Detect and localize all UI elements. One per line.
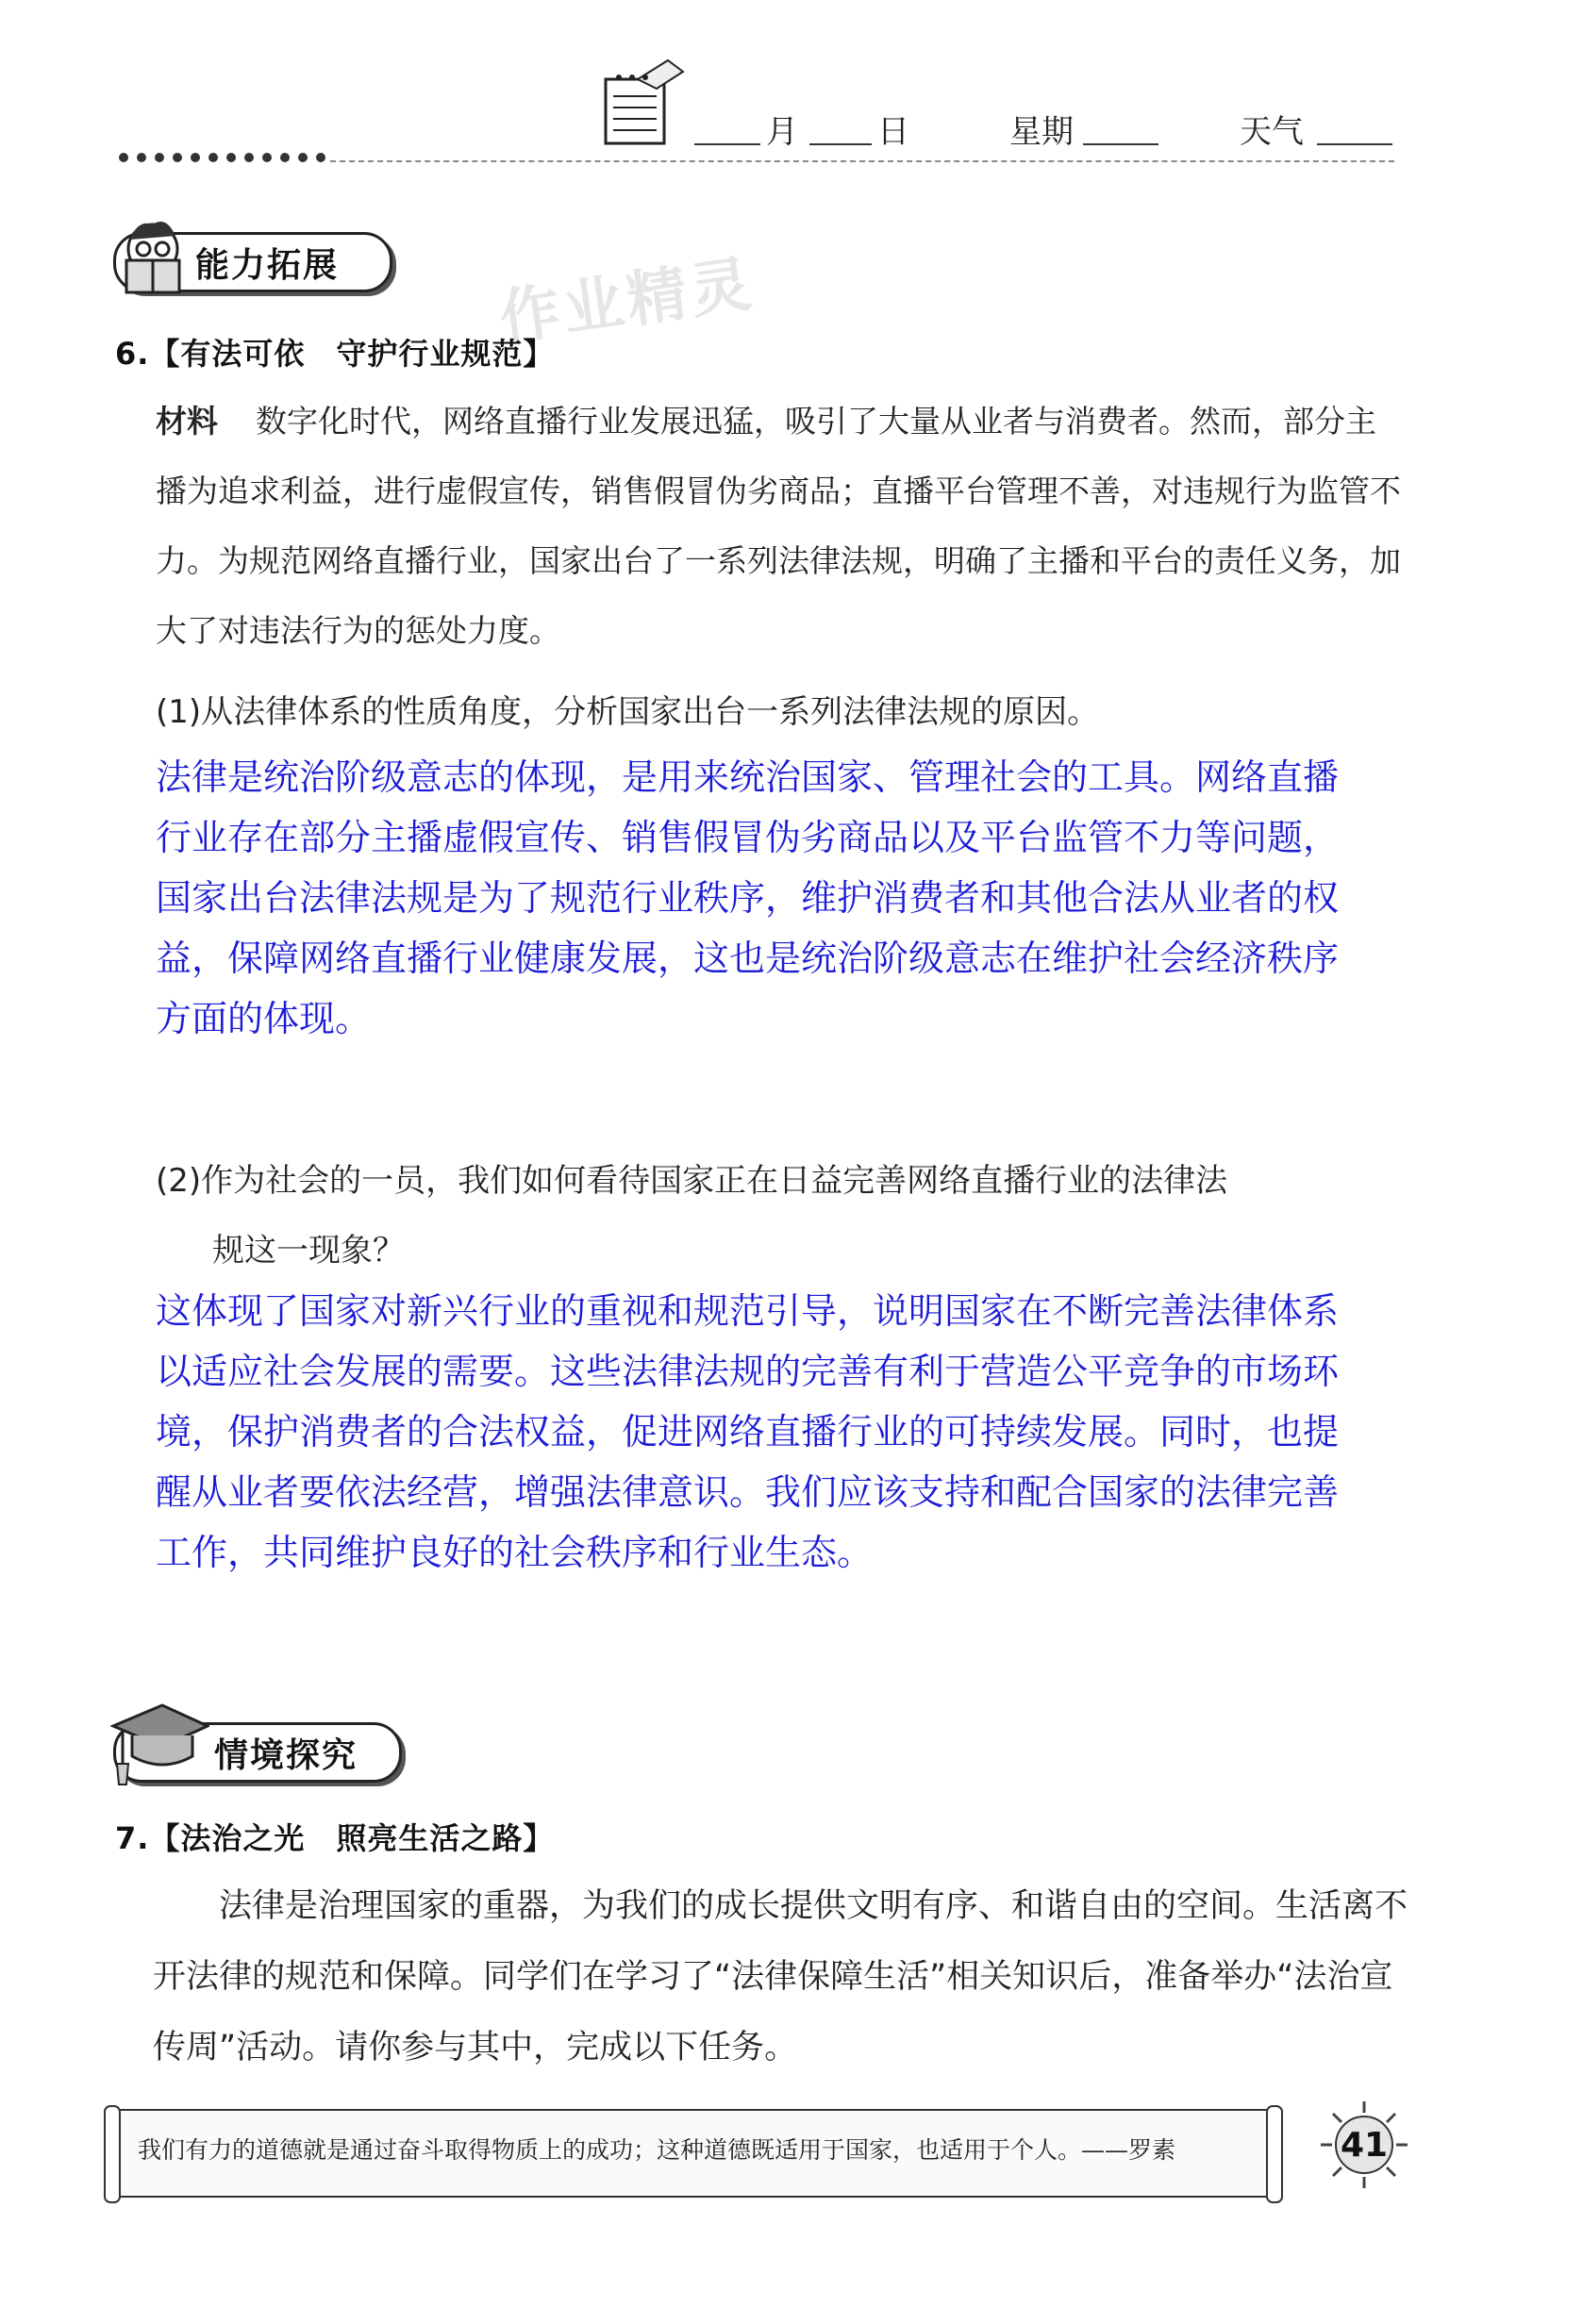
page-number: 41 bbox=[1340, 2126, 1389, 2165]
question-6-title: 6.【有法可依 守护行业规范】 bbox=[115, 336, 555, 372]
question-7-body: 法律是治理国家的重器，为我们的成长提供文明有序、和谐自由的空间。生活离不开法律的规范和保障。同学们在学习了“法律保障生活”相关知识后，准备举办“法治宣传周”活动。请你参与其中，完成以下任务。 bbox=[153, 1887, 1408, 2067]
question-6-2-line2: 规这一现象？ bbox=[212, 1232, 405, 1270]
material-lead: 材料 bbox=[156, 403, 218, 440]
page-number-badge bbox=[1317, 2098, 1411, 2192]
material-text: 数字化时代，网络直播行业发展迅猛，吸引了大量从业者与消费者。然而，部分主播为追求利益，进行虚假宣传，销售假冒伪劣商品；直播平台管理不善，对违规行为监管不力。为规范网络直播行业，国家出台了一系列法律法规，明确了主播和平台的责任义务，加大了对违法行为的惩处力度。 bbox=[156, 403, 1401, 649]
footer-quote: 我们有力的道德就是通过奋斗取得物质上的成功；这种道德既适用于国家，也适用于个人。——罗素 bbox=[138, 2136, 1176, 2164]
question-6-1: (1)从法律体系的性质角度，分析国家出台一系列法律法规的原因。 bbox=[156, 693, 1100, 731]
month-label: 月 bbox=[766, 113, 798, 151]
header-dots bbox=[119, 153, 325, 162]
question-7-title: 7.【法治之光 照亮生活之路】 bbox=[115, 1820, 555, 1856]
answer-6-1: 法律是统治阶级意志的体现，是用来统治国家、管理社会的工具。网络直播行业存在部分主播虚假宣传、销售假冒伪劣商品以及平台监管不力等问题，国家出台法律法规是为了规范行业秩序，维护消费者和其他合法从业者的权益，保障网络直播行业健康发展，这也是统治阶级意志在维护社会经济秩序方面的体现。 bbox=[156, 756, 1340, 1039]
section-title: 能力拓展 bbox=[195, 245, 340, 285]
section-title-2: 情境探究 bbox=[214, 1735, 358, 1775]
watermark: 作业精灵 bbox=[495, 249, 759, 355]
day-label: 日 bbox=[877, 113, 909, 151]
header-divider bbox=[330, 160, 1394, 162]
weekday-label: 星期 bbox=[1009, 113, 1074, 151]
question-6-2-line1: (2)作为社会的一员，我们如何看待国家正在日益完善网络直播行业的法律法 bbox=[156, 1162, 1228, 1200]
weather-label: 天气 bbox=[1240, 113, 1304, 151]
quote-scroll bbox=[111, 2109, 1275, 2198]
material-paragraph bbox=[156, 387, 1401, 666]
reader-mascot-icon bbox=[109, 211, 196, 298]
graduation-cap-icon bbox=[106, 1698, 209, 1792]
calendar-icon bbox=[600, 55, 687, 149]
answer-6-2: 这体现了国家对新兴行业的重视和规范引导，说明国家在不断完善法律体系以适应社会发展的需要。这些法律法规的完善有利于营造公平竞争的市场环境，保护消费者的合法权益，促进网络直播行业的可持续发展。同时，也提醒从业者要依法经营，增强法律意识。我们应该支持和配合国家的法律完善工作，共同维护良好的社会秩序和行业生态。 bbox=[156, 1290, 1340, 1573]
